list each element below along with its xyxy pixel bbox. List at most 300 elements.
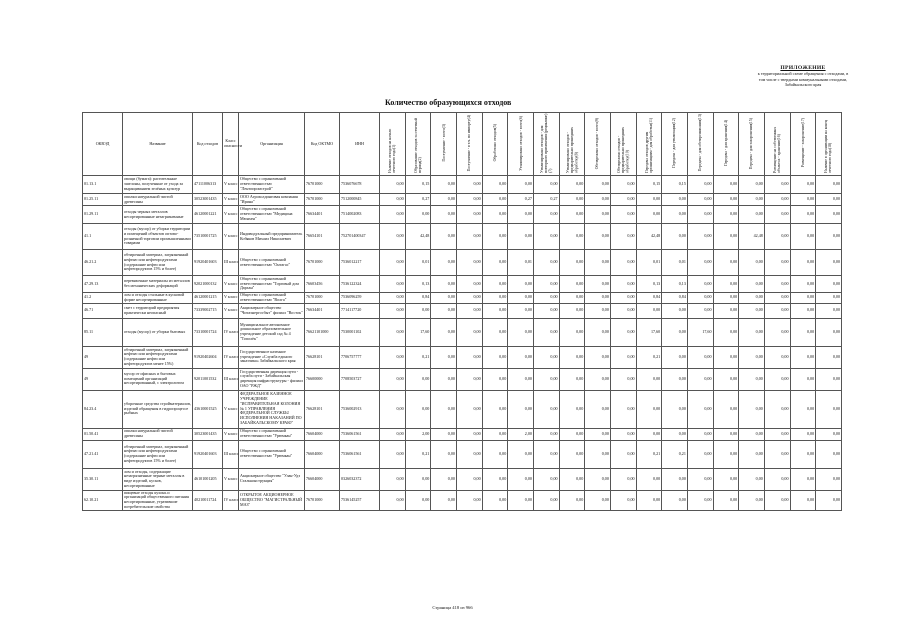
cell-value: 0,00 (662, 428, 688, 440)
cell-value: 0,00 (431, 303, 457, 318)
column-header (223, 113, 243, 176)
cell-value: 0,00 (687, 303, 713, 318)
cell-value: 0,01 (636, 250, 662, 276)
column-header-label: Обработано отходов(5) (492, 124, 497, 162)
cell-value: 0,00 (559, 303, 585, 318)
cell-value: 0,00 (764, 303, 790, 318)
cell-value: 0,00 (713, 293, 739, 304)
cell-cls: V класс (223, 428, 239, 440)
cell-inn: 7536061561 (340, 428, 380, 440)
cell-value: 0,00 (559, 194, 585, 206)
cell-inn: 7536061561 (340, 440, 380, 468)
cell-value: 0,00 (739, 490, 765, 510)
cell-value: 0,00 (764, 390, 790, 428)
column-header (713, 113, 739, 176)
column-header-label: Наличие в организации на конец отчетного года(18) (824, 120, 833, 174)
cell-code: 91920401603 (193, 440, 223, 468)
cell-value: 0,00 (764, 206, 790, 224)
cell-value: 0,00 (739, 276, 765, 293)
cell-value: 0,00 (456, 176, 482, 194)
cell-value: 0,00 (405, 368, 431, 390)
cell-value: 0,00 (610, 176, 636, 194)
cell-value: 0,13 (405, 276, 431, 293)
cell-value: 0,00 (610, 250, 636, 276)
cell-org: ФЕДЕРАЛЬНОЕ КАЗЕННОЕ УЧРЕЖДЕНИЕ "ИСПРАВИТЕЛЬНАЯ КОЛОНИЯ № 1 УПРАВЛЕНИЯ ФЕДЕРАЛЬНОЙ СЛУЖБЫ ИСПОЛНЕНИЯ НАКАЗАНИЙ ПО ЗАБАЙКАЛЬСКОМУ КРАЮ" (239, 390, 305, 428)
table-row (83, 390, 842, 428)
cell-value: 0,00 (405, 468, 431, 490)
column-header (739, 113, 765, 176)
cell-value: 0,00 (610, 224, 636, 250)
cell-value: 0,00 (687, 293, 713, 304)
cell-value: 17,60 (687, 318, 713, 346)
cell-value: 0,00 (687, 224, 713, 250)
cell-value: 0,00 (713, 318, 739, 346)
cell-value: 0,00 (764, 250, 790, 276)
cell-value: 0,00 (713, 276, 739, 293)
cell-value: 0,00 (636, 390, 662, 428)
cell-value: 0,00 (380, 428, 406, 440)
cell-okved: 01.50.41 (83, 428, 123, 440)
cell-value: 0,00 (508, 303, 534, 318)
cell-value: 0,00 (585, 368, 611, 390)
cell-name: лом и отходы стальные в кусковой форме несортированные (123, 293, 193, 304)
cell-value: 0,00 (533, 206, 559, 224)
cell-value: 0,00 (431, 318, 457, 346)
cell-cls: III класс (223, 368, 239, 390)
cell-value: 0,00 (713, 368, 739, 390)
cell-value: 0,00 (559, 224, 585, 250)
cell-value: 0,00 (585, 194, 611, 206)
column-header (239, 113, 305, 176)
cell-value: 0,00 (585, 318, 611, 346)
column-header-label: Обезврежено отходов - предварительно прошедших обработку(10) (616, 127, 630, 174)
cell-name: отходы черных металлов несортированные незагрязненные (123, 206, 193, 224)
cell-value: 0,00 (508, 206, 534, 224)
cell-value: 0,00 (610, 346, 636, 368)
cell-oktmo: 76604000 (305, 440, 340, 468)
cell-value: 0,00 (816, 250, 842, 276)
cell-value: 0,00 (610, 490, 636, 510)
cell-value: 0,00 (508, 318, 534, 346)
cell-okved: 41.1 (83, 224, 123, 250)
cell-value: 0,00 (533, 468, 559, 490)
cell-okved: 46.21.2 (83, 250, 123, 276)
cell-value: 0,00 (431, 194, 457, 206)
column-header-label: ОКВЭД (95, 140, 110, 146)
cell-value: 0,00 (508, 468, 534, 490)
column-header-label: Код отходов (196, 140, 219, 146)
column-header (687, 113, 713, 176)
cell-oktmo: 76634401 (305, 303, 340, 318)
cell-oktmo: 76701000 (305, 194, 340, 206)
cell-value: 0,00 (739, 250, 765, 276)
cell-code: 47111006313 (193, 176, 223, 194)
cell-value: 0,00 (610, 318, 636, 346)
cell-value: 0,00 (431, 468, 457, 490)
cell-value: 0,00 (559, 276, 585, 293)
cell-value: 0,15 (636, 176, 662, 194)
cell-value: 0,00 (636, 368, 662, 390)
column-header-label: Передача отходов другим организациям - для обработки(11) (644, 117, 653, 174)
cell-value: 0,00 (687, 176, 713, 194)
cell-value: 0,00 (431, 346, 457, 368)
cell-value: 0,00 (380, 468, 406, 490)
cell-value: 0,00 (739, 206, 765, 224)
cell-value: 0,00 (610, 390, 636, 428)
cell-org: Муниципальное автономное дошкольное образовательное учреждение детский сад № 4 "Тополёк" (239, 318, 305, 346)
cell-value: 0,00 (687, 440, 713, 468)
cell-value: 0,00 (482, 390, 508, 428)
cell-cls: V класс (223, 206, 239, 224)
cell-org: Общество с ограниченной ответственностью "Онтагас" (239, 250, 305, 276)
column-header-label: Размещение на собственных объектах - хранение(16) (772, 126, 782, 174)
table-row (83, 194, 842, 206)
appendix-line: к территориальной схеме обращения с отходами, в (757, 71, 849, 77)
cell-value: 0,00 (559, 440, 585, 468)
cell-value: 0,00 (482, 490, 508, 510)
cell-value: 0,00 (559, 318, 585, 346)
cell-inn: 7536012217 (340, 250, 380, 276)
cell-value: 0,21 (636, 346, 662, 368)
table-row (83, 206, 842, 224)
cell-org: Общество с ограниченной ответственностью "Медицина Мюнхен" (239, 206, 305, 224)
cell-value: 0,00 (662, 490, 688, 510)
cell-value: 42,48 (405, 224, 431, 250)
cell-org: Общество с ограниченной ответственностью "Волга" (239, 293, 305, 304)
cell-org: ОТКРЫТОЕ АКЦИОНЕРНОЕ ОБЩЕСТВО "МАГИСТРАЛЬНЫЙ МАЗ" (239, 490, 305, 510)
cell-value: 0,00 (380, 490, 406, 510)
table-row (83, 224, 842, 250)
cell-okved: 47.29.13 (83, 276, 123, 293)
cell-value: 0,00 (585, 206, 611, 224)
cell-value: 17,60 (405, 318, 431, 346)
cell-oktmo: 76701000 (305, 293, 340, 304)
cell-value: 0,00 (559, 428, 585, 440)
cell-value: 0,00 (816, 390, 842, 428)
cell-value: 0,00 (533, 490, 559, 510)
cell-value: 0,00 (533, 346, 559, 368)
cell-value: 0,00 (816, 194, 842, 206)
cell-oktmo: 76600000 (305, 368, 340, 390)
cell-oktmo: 76701000 (305, 250, 340, 276)
cell-value: 0,00 (662, 390, 688, 428)
cell-value: 0,00 (585, 346, 611, 368)
cell-value: 0,00 (610, 368, 636, 390)
cell-value: 0,00 (585, 303, 611, 318)
cell-value: 0,00 (559, 390, 585, 428)
cell-value: 0,00 (405, 390, 431, 428)
cell-value: 0,00 (790, 440, 816, 468)
cell-name: обтирочный материал, загрязненный нефтью или нефтепродуктами (содержание нефти или нефтепродуктов менее 15%) (123, 346, 193, 368)
cell-okved: 01.25.11 (83, 194, 123, 206)
column-header-label: Утилизировано отходов - для повторного применения (рециклинг)(7) (539, 113, 553, 174)
cell-value: 0,27 (405, 194, 431, 206)
cell-value: 0,00 (764, 490, 790, 510)
cell-value: 0,00 (431, 440, 457, 468)
cell-value: 0,00 (585, 224, 611, 250)
column-header (610, 113, 636, 176)
cell-value: 0,00 (713, 224, 739, 250)
waste-table (82, 112, 842, 511)
cell-value: 0,00 (816, 440, 842, 468)
cell-value: 0,00 (456, 194, 482, 206)
cell-value: 0,00 (380, 293, 406, 304)
cell-inn: 7536076678 (340, 176, 380, 194)
column-header (533, 113, 559, 176)
cell-value: 0,00 (585, 176, 611, 194)
cell-value: 0,00 (790, 303, 816, 318)
cell-cls: V класс (223, 390, 239, 428)
cell-value: 0,00 (687, 346, 713, 368)
cell-value: 0,00 (687, 468, 713, 490)
cell-value: 0,00 (585, 276, 611, 293)
cell-value: 0,00 (687, 194, 713, 206)
column-header (636, 113, 662, 176)
cell-value: 0,00 (405, 490, 431, 510)
cell-value: 0,00 (380, 250, 406, 276)
column-header-label: Утилизировано отходов - всего(6) (518, 115, 523, 171)
cell-value: 0,00 (816, 176, 842, 194)
appendix-line: Забайкальского края (784, 82, 822, 88)
cell-value: 0,00 (533, 276, 559, 293)
cell-value: 0,00 (456, 490, 482, 510)
cell-value: 42,48 (739, 224, 765, 250)
column-header (123, 113, 193, 176)
cell-value: 0,00 (739, 346, 765, 368)
cell-value: 0,00 (739, 440, 765, 468)
cell-value: 0,00 (687, 250, 713, 276)
cell-value: 0,00 (431, 390, 457, 428)
cell-value: 0,00 (559, 293, 585, 304)
cell-value: 0,00 (456, 346, 482, 368)
cell-value: 0,00 (482, 194, 508, 206)
cell-value: 0,00 (482, 224, 508, 250)
cell-value: 0,00 (533, 318, 559, 346)
cell-cls: V класс (223, 194, 239, 206)
table-row (83, 368, 842, 390)
cell-value: 0,00 (585, 428, 611, 440)
column-header (380, 113, 406, 176)
cell-value: 0,13 (662, 276, 688, 293)
cell-value: 0,00 (739, 318, 765, 346)
cell-value: 0,00 (713, 346, 739, 368)
cell-value: 0,00 (380, 276, 406, 293)
cell-value: 0,00 (764, 368, 790, 390)
cell-value: 0,00 (790, 390, 816, 428)
cell-value: 0,00 (559, 468, 585, 490)
column-header-label: Код ОКТМО (310, 140, 334, 146)
cell-value: 0,00 (816, 303, 842, 318)
cell-value: 0,00 (482, 293, 508, 304)
column-header-label: Класс опасности (224, 138, 243, 148)
cell-org: Общество с ограниченной ответственностью "Торговый дом Дархан" (239, 276, 305, 293)
cell-name: мусор от офисных и бытовых помещений организаций несортированный, с электролитом (123, 368, 193, 390)
cell-value: 0,00 (790, 318, 816, 346)
cell-value: 0,00 (380, 194, 406, 206)
page-footer: Страница 418 из 966 (432, 605, 473, 610)
cell-value: 0,00 (662, 346, 688, 368)
cell-value: 0,21 (405, 346, 431, 368)
cell-org: Общество с ограниченной ответственностью "Урюмкан" (239, 440, 305, 468)
cell-org: Государственное казенное учреждение «Служба единого заказчика» Забайкальского края (239, 346, 305, 368)
column-header-label: Размещение - захоронение(17) (800, 118, 805, 168)
column-header (508, 113, 534, 176)
cell-value: 0,00 (431, 176, 457, 194)
cell-org: Общество с ограниченной ответственностью "Лентопромстрой" (239, 176, 305, 194)
cell-value: 0,15 (405, 176, 431, 194)
cell-value: 0,00 (482, 303, 508, 318)
cell-value: 0,00 (482, 428, 508, 440)
cell-inn: 7514002083 (340, 206, 380, 224)
table-row (83, 176, 842, 194)
cell-org: Индивидуальный предприниматель Кобяков Михаил Николаевич (239, 224, 305, 250)
column-header (482, 113, 508, 176)
cell-value: 0,00 (713, 206, 739, 224)
cell-value: 0,00 (662, 368, 688, 390)
cell-value: 0,00 (739, 468, 765, 490)
column-header (405, 113, 431, 176)
cell-value: 0,00 (790, 490, 816, 510)
cell-value: 0,00 (431, 428, 457, 440)
cell-value: 0,13 (636, 276, 662, 293)
cell-value: 0,00 (790, 194, 816, 206)
cell-value: 0,01 (662, 250, 688, 276)
appendix-block (748, 66, 858, 88)
cell-value: 0,84 (662, 293, 688, 304)
cell-value: 0,00 (816, 346, 842, 368)
column-header (764, 113, 790, 176)
cell-name: обтирочный материал, загрязненный нефтью или нефтепродуктами (содержание нефти или нефтепродуктов 15% и более) (123, 250, 193, 276)
column-header (83, 113, 123, 176)
cell-value: 0,00 (713, 490, 739, 510)
cell-okved: 84.23.4 (83, 390, 123, 428)
cell-name: отходы (мусор) от уборки территории и помещений объектов оптово-розничной торговли промышленными товарами (123, 224, 193, 250)
cell-value: 0,00 (713, 390, 739, 428)
cell-value: 17,60 (636, 318, 662, 346)
cell-value: 0,00 (739, 194, 765, 206)
cell-code: 30523001435 (193, 428, 223, 440)
column-header (340, 113, 380, 176)
table-row (83, 468, 842, 490)
cell-value: 0,00 (764, 276, 790, 293)
column-header (816, 113, 842, 176)
column-header (585, 113, 611, 176)
cell-code: 43610001525 (193, 390, 223, 428)
cell-value: 0,00 (508, 490, 534, 510)
table-row (83, 490, 842, 510)
column-header-label: Передача - для обезвреживания(13) (698, 114, 703, 172)
cell-value: 0,00 (636, 468, 662, 490)
cell-value: 0,00 (508, 224, 534, 250)
column-header-label: ИНН (355, 140, 364, 146)
cell-value: 0,00 (585, 468, 611, 490)
cell-value: 0,00 (585, 490, 611, 510)
column-header (431, 113, 457, 176)
cell-value: 0,00 (559, 368, 585, 390)
cell-value: 0,00 (636, 194, 662, 206)
cell-value: 0,00 (456, 468, 482, 490)
cell-value: 0,00 (559, 250, 585, 276)
cell-value: 0,00 (687, 368, 713, 390)
cell-value: 0,00 (431, 490, 457, 510)
cell-code: 91920402604 (193, 346, 223, 368)
cell-value: 0,00 (482, 440, 508, 468)
cell-value: 0,00 (764, 176, 790, 194)
cell-oktmo: 76621101000 (305, 318, 340, 346)
cell-name: перевязочные материалы из металлов без механических деформаций (123, 276, 193, 293)
cell-value: 2,00 (508, 428, 534, 440)
cell-okved: 47.21.41 (83, 440, 123, 468)
cell-value: 0,00 (533, 440, 559, 468)
cell-code: 40210011724 (193, 490, 223, 510)
cell-value: 0,00 (380, 368, 406, 390)
cell-inn: 7530001102 (340, 318, 380, 346)
cell-org: ООО Агрохолдинговая компания "Ирина" (239, 194, 305, 206)
cell-inn: 7512000845 (340, 194, 380, 206)
appendix-heading: ПРИЛОЖЕНИЕ (780, 65, 826, 71)
cell-cls: IV класс (223, 490, 239, 510)
cell-value: 0,00 (610, 194, 636, 206)
cell-value: 0,00 (508, 176, 534, 194)
cell-value: 0,00 (380, 206, 406, 224)
cell-oktmo: 76603456 (305, 276, 340, 293)
cell-value: 0,00 (610, 206, 636, 224)
cell-value: 0,00 (764, 194, 790, 206)
cell-value: 0,00 (533, 368, 559, 390)
cell-org: Государственная дирекция пути - служба пути - Забайкальская дирекция инфраструктуры - филиал ОАО "РЖД" (239, 368, 305, 390)
cell-value: 0,00 (456, 318, 482, 346)
cell-value: 0,15 (662, 176, 688, 194)
cell-cls: V класс (223, 303, 239, 318)
cell-value: 0,00 (456, 390, 482, 428)
cell-value: 0,00 (764, 468, 790, 490)
cell-org: Акционерное общество "Улан-Удэ Стальконструкция" (239, 468, 305, 490)
cell-name: пищевые отходы кухонь и организаций общественного питания несортированные, утратившие потребительские свойства (123, 490, 193, 510)
cell-value: 0,00 (687, 428, 713, 440)
cell-name: лом и отходы, содержащие незагрязненные черные металлы в виде изделий, кусков, несортированные (123, 468, 193, 490)
cell-cls: V класс (223, 224, 239, 250)
cell-value: 0,84 (636, 293, 662, 304)
cell-okved: 46.71 (83, 303, 123, 318)
cell-value: 0,00 (636, 428, 662, 440)
cell-value: 0,00 (662, 468, 688, 490)
cell-value: 0,00 (610, 303, 636, 318)
cell-inn: 7536002913 (340, 390, 380, 428)
column-header-label: Передача - для захоронения(15) (749, 117, 754, 169)
cell-value: 0,00 (764, 440, 790, 468)
cell-code: 46101001205 (193, 468, 223, 490)
cell-value: 0,21 (405, 440, 431, 468)
cell-value: 0,00 (790, 206, 816, 224)
cell-value: 0,00 (508, 440, 534, 468)
cell-value: 0,00 (687, 276, 713, 293)
cell-value: 0,00 (636, 206, 662, 224)
cell-inn: 752701400347 (340, 224, 380, 250)
cell-value: 0,21 (636, 440, 662, 468)
cell-oktmo: 76654101 (305, 224, 340, 250)
cell-code: 46120001221 (193, 206, 223, 224)
cell-value: 0,27 (508, 194, 534, 206)
cell-value: 0,00 (508, 368, 534, 390)
cell-value: 0,00 (636, 303, 662, 318)
cell-value: 42,48 (636, 224, 662, 250)
cell-value: 0,00 (533, 390, 559, 428)
cell-org: Общество с ограниченной ответственностью "Урюмкан" (239, 428, 305, 440)
cell-name: опилки натуральной чистой древесины (123, 428, 193, 440)
cell-value: 0,00 (739, 293, 765, 304)
cell-value: 0,00 (662, 194, 688, 206)
cell-value: 0,00 (456, 428, 482, 440)
